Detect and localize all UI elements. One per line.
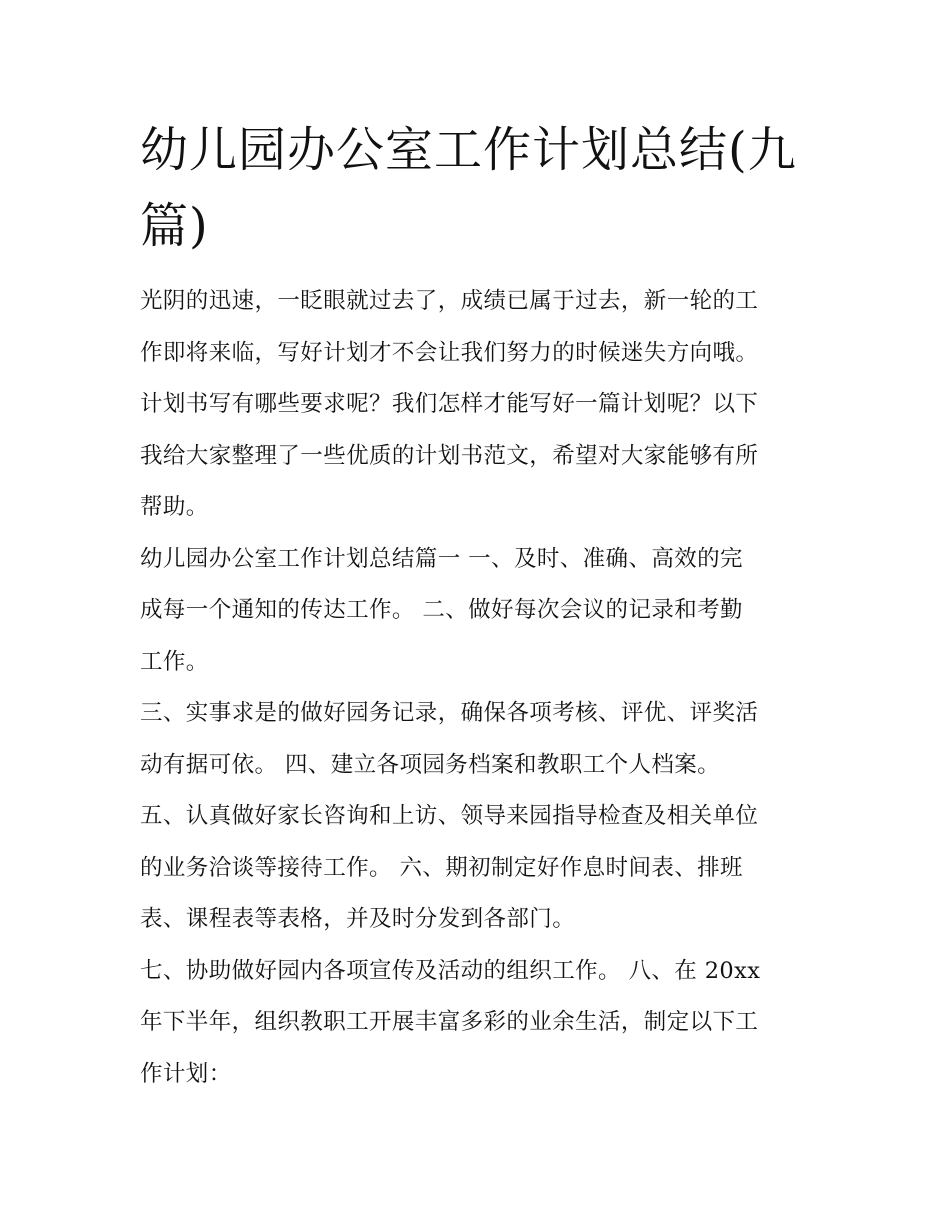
paragraph-intro: 光阴的迅速，一眨眼就过去了，成绩已属于过去，新一轮的工 作即将来临，写好计划才不会让我们努力的时候迷失方向哦。 计划书写有哪些要求呢？我们怎样才能写好一篇计划呢？以下 我给大家整理了一些优质的计划书范文，希望对大家能够有所 帮助。 [140,288,759,520]
paragraph-items-five-six: 五、认真做好家长咨询和上访、领导来园指导检查及相关单位 的业务洽谈等接待工作。 六、期初制定好作息时间表、排班 表、课程表等表格，并及时分发到各部门。 [140,803,759,932]
paragraph-items-three-four: 三、实事求是的做好园务记录，确保各项考核、评优、评奖活 动有据可依。 四、建立各项园务档案和教职工个人档案。 [140,700,759,778]
paragraph-items-seven-eight: 七、协助做好园内各项宣传及活动的组织工作。 八、在 20xx 年下半年，组织教职工开展丰富多彩的业余生活，制定以下工 作计划： [140,957,761,1087]
document-title: 幼儿园办公室工作计划总结(九 篇) [140,122,797,254]
document-body [140,276,830,1100]
paragraph-section-one: 幼儿园办公室工作计划总结篇一 一、及时、准确、高效的完 成每一个通知的传达工作。 二、做好每次会议的记录和考勤 工作。 [140,545,743,675]
